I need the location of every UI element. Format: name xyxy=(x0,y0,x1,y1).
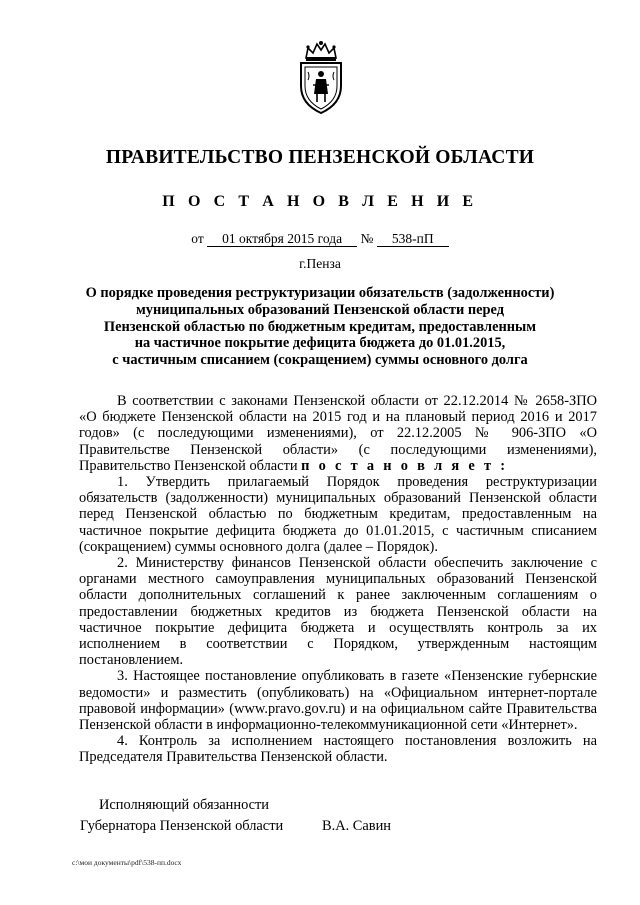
title-line: на частичное покрытие дефицита бюджета до 01.01.2015, xyxy=(134,335,506,352)
preamble-text: В соответствии с законами Пензенской области от 22.12.2014 № 2658-ЗПО «О бюджете Пензенской области на 2015 год и на плановый период 2016 и 2017 годов» (с последующими изменениями), от 22.12.2005 № 906-ЗПО «О Правительстве Пензенской области» (с последующими изменениями), Правительство Пензенской области xyxy=(79,393,597,474)
clause-paragraph: 4. Контроль за исполнением настоящего постановления возложить на Председателя Правительства Пензенской области. xyxy=(79,733,597,766)
clause-paragraph: 3. Настоящее постановление опубликовать в газете «Пензенские губернские ведомости» и разместить (опубликовать) на «Официальном интернет-портале правовой информации» (www.pravo.gov.ru) и на официальном сайте Правительства Пензенской области в информационно-телекоммуникационной сети «Интернет». xyxy=(79,668,597,734)
clause-paragraph: 2. Министерству финансов Пензенской области обеспечить заключение с органами местного самоуправления муниципальных образований Пензенской области дополнительных соглашений к ранее заключенным соглашениям о предоставлении бюджетных кредитов из бюджета Пензенской области на частичное покрытие дефицита бюджета и осуществлять контроль за их исполнением в соответствии с Порядком, утвержденным настоящим постановлением. xyxy=(79,555,597,669)
coat-of-arms-emblem xyxy=(296,40,346,116)
city-name: г.Пенза xyxy=(299,256,341,271)
document-title xyxy=(70,285,570,369)
document-number: 538-пП xyxy=(377,231,449,247)
date-prefix: от xyxy=(191,231,204,246)
clause-paragraph: 1. Утвердить прилагаемый Порядок проведения реструктуризации обязательств (задолженности) муниципальных образований Пензенской области перед Пензенской областью по бюджетным кредитам, предоставленным на частичное покрытие дефицита бюджета до 01.01.2015, с частичным списанием (сокращением) суммы основного долга (далее – Порядок). xyxy=(79,474,597,555)
decree-word: п о с т а н о в л я е т : xyxy=(301,457,508,474)
title-line: муниципальных образований Пензенской области перед xyxy=(135,301,505,318)
title-line: Пензенской областью по бюджетным кредитам, предоставленным xyxy=(103,318,537,335)
file-path-footer: c:\мои документы\pdf\538-пп.docx xyxy=(72,858,182,867)
date-number-line xyxy=(0,231,640,247)
title-line: О порядке проведения реструктуризации обязательств (задолженности) xyxy=(85,285,555,301)
signatory-position-line1: Исполняющий обязанности xyxy=(99,797,270,813)
document-type: П О С Т А Н О В Л Е Н И Е xyxy=(162,193,478,210)
signatory-name: В.А. Савин xyxy=(322,818,391,834)
preamble-paragraph xyxy=(79,393,597,474)
document-date: 01 октября 2015 года xyxy=(207,231,357,247)
title-line: с частичным списанием (сокращением) суммы основного долга xyxy=(112,352,528,369)
government-title: ПРАВИТЕЛЬСТВО ПЕНЗЕНСКОЙ ОБЛАСТИ xyxy=(105,147,535,168)
number-prefix: № xyxy=(360,231,374,246)
document-body xyxy=(79,393,597,766)
signatory-position-line2: Губернатора Пензенской области xyxy=(80,818,284,834)
